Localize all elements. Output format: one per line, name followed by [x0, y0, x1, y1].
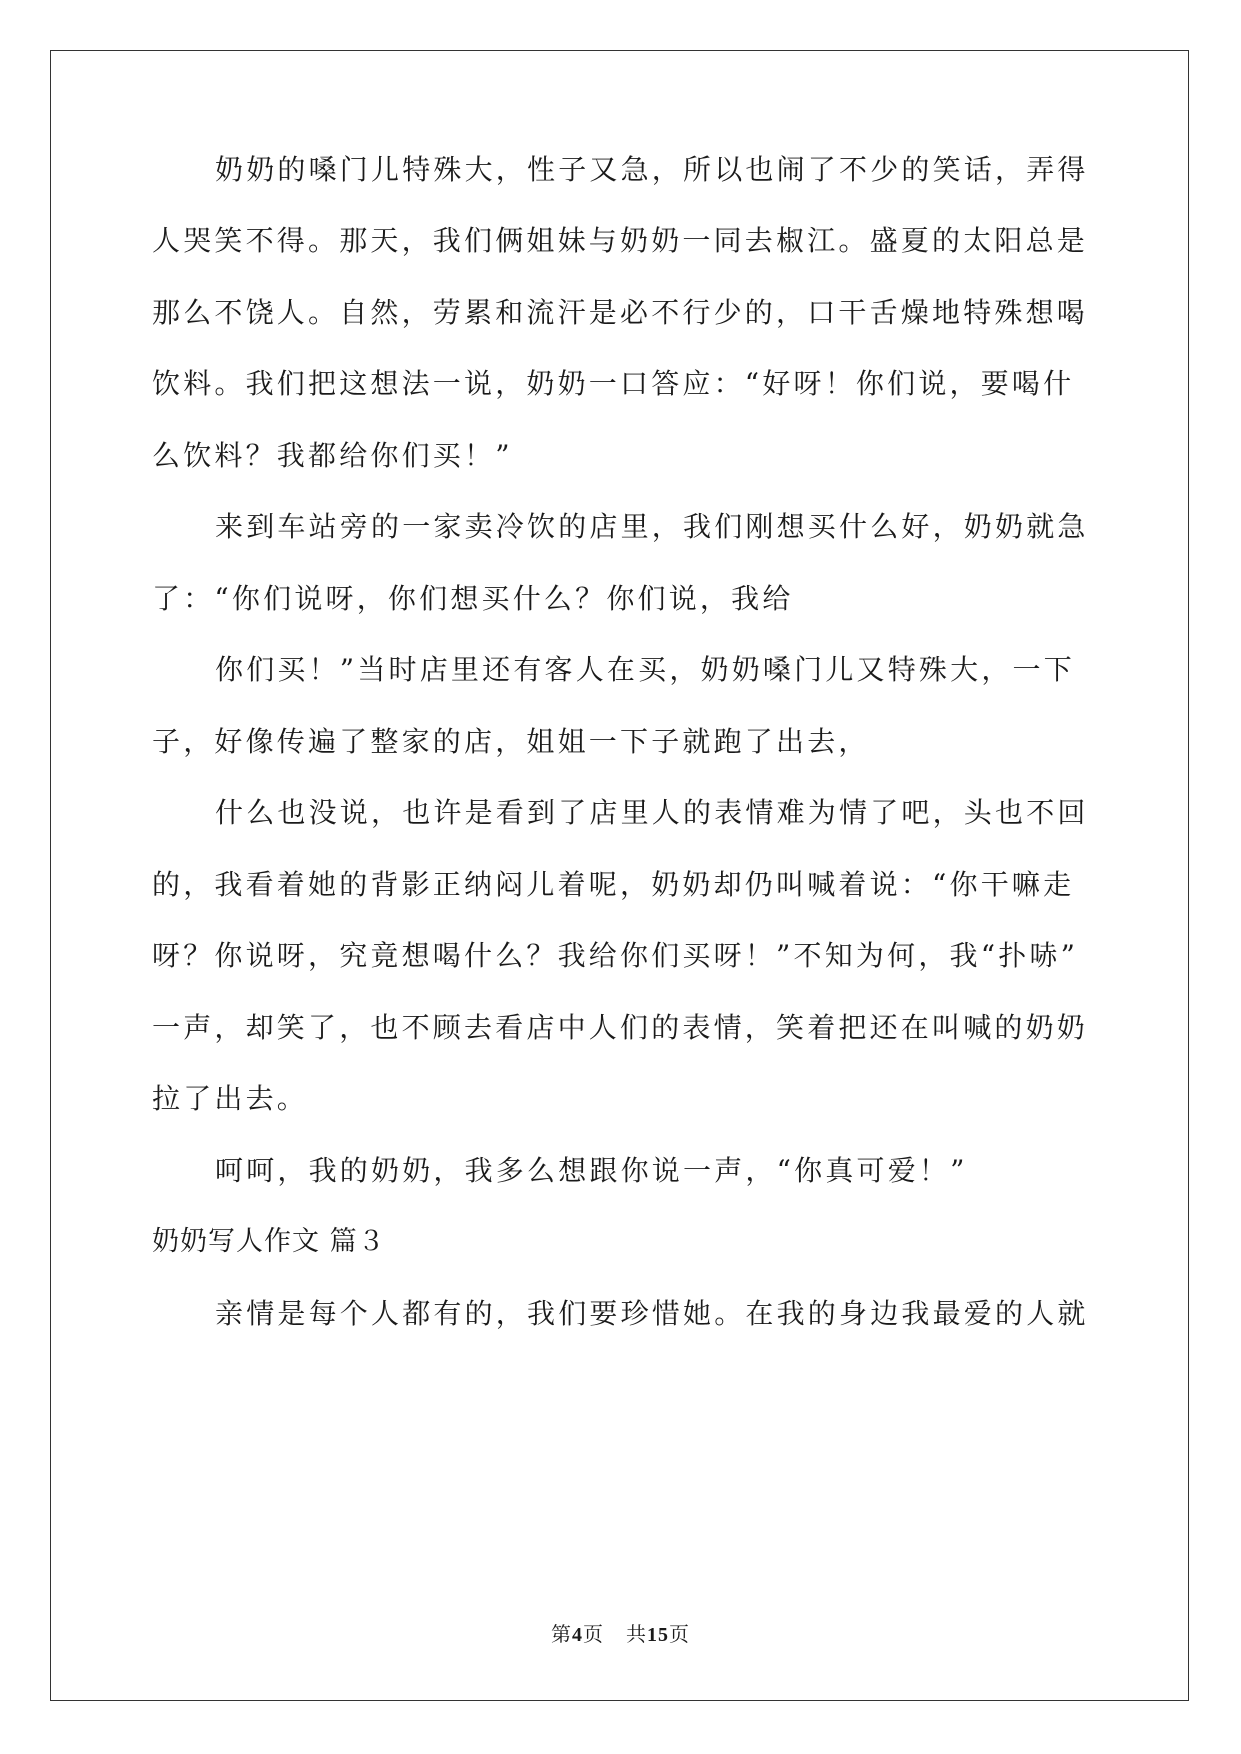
page-suffix: 页 — [583, 1622, 604, 1646]
paragraph-line: 什么也没说，也许是看到了店里人的表情难为情了吧，头也不回 — [215, 796, 1089, 829]
paragraph-line: 了：“你们说呀，你们想买什么？你们说，我给 — [152, 582, 794, 615]
paragraph-line: 亲情是每个人都有的，我们要珍惜她。在我的身边我最爱的人就 — [215, 1297, 1089, 1330]
paragraph-line: 那么不饶人。自然，劳累和流汗是必不行少的，口干舌燥地特殊想喝 — [152, 296, 1089, 329]
total-suffix: 页 — [669, 1622, 690, 1646]
paragraph-line: 人哭笑不得。那天，我们俩姐妹与奶奶一同去椒江。盛夏的太阳总是 — [152, 224, 1089, 257]
page-prefix: 第 — [551, 1622, 572, 1646]
paragraph-line: 拉了出去。 — [152, 1082, 309, 1115]
paragraph-line: 奶奶的嗓门儿特殊大，性子又急，所以也闹了不少的笑话，弄得 — [215, 153, 1089, 186]
paragraph-line: 的，我看着她的背影正纳闷儿着呢，奶奶却仍叫喊着说：“你干嘛走 — [152, 868, 1075, 901]
paragraph-line: 么饮料？我都给你们买！” — [152, 439, 513, 472]
total-prefix: 共 — [626, 1622, 647, 1646]
paragraph-line: 一声，却笑了，也不顾去看店中人们的表情，笑着把还在叫喊的奶奶 — [152, 1011, 1089, 1044]
paragraph-line: 你们买！”当时店里还有客人在买，奶奶嗓门儿又特殊大，一下 — [215, 653, 1075, 686]
paragraph-line: 饮料。我们把这想法一说，奶奶一口答应：“好呀！你们说，要喝什 — [152, 367, 1075, 400]
paragraph-line: 子，好像传遍了整家的店，姐姐一下子就跑了出去， — [152, 725, 870, 758]
total-page-count: 15 — [647, 1624, 669, 1646]
paragraph-line: 呀？你说呀，究竟想喝什么？我给你们买呀！”不知为何，我“扑哧” — [152, 939, 1079, 972]
section-heading: 奶奶写人作文 篇３ — [152, 1226, 386, 1257]
page-footer — [0, 1620, 1241, 1649]
paragraph-line: 呵呵，我的奶奶，我多么想跟你说一声，“你真可爱！” — [215, 1154, 968, 1187]
current-page-number: 4 — [572, 1624, 583, 1646]
paragraph-line: 来到车站旁的一家卖冷饮的店里，我们刚想买什么好，奶奶就急 — [215, 510, 1089, 543]
